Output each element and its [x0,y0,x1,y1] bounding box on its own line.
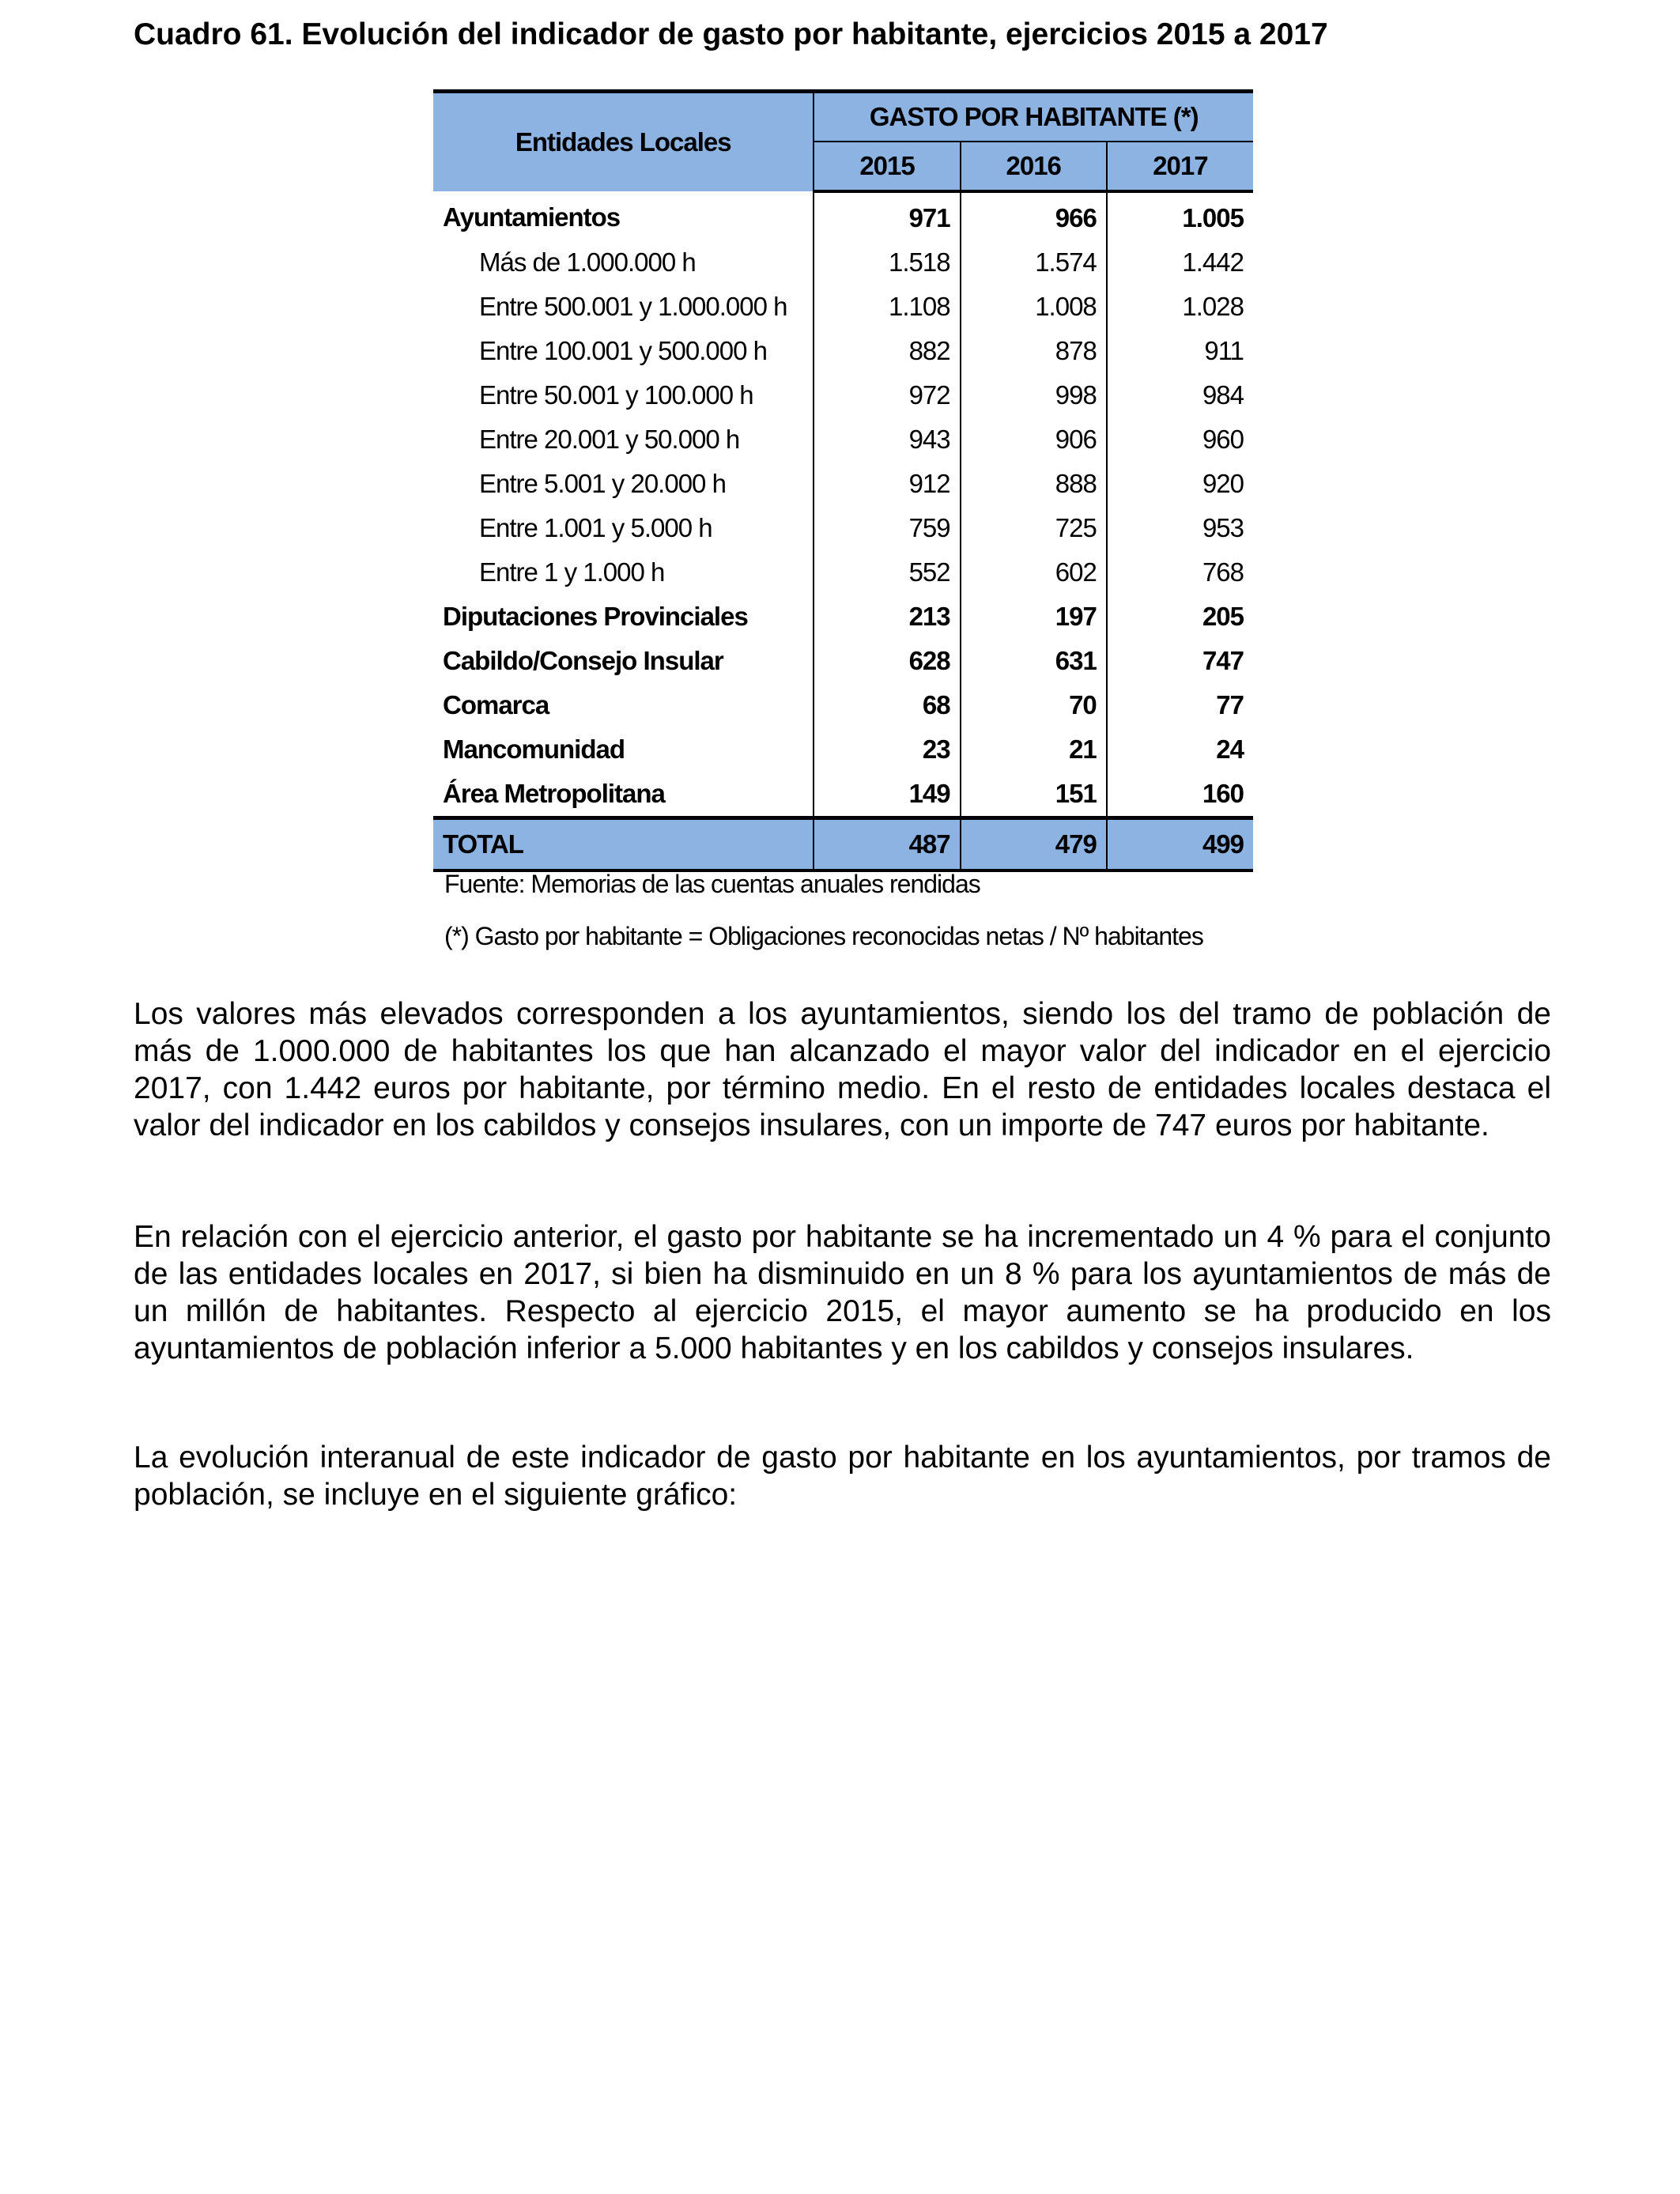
table-source: Fuente: Memorias de las cuentas anuales rendidas [444,870,980,898]
cell-value-2017: 499 [1107,818,1253,871]
paragraph: La evolución interanual de este indicador de gasto por habitante en los ayuntamientos, por tramos de población, se incluye en el siguiente gráfico: [134,1441,1551,1512]
row-label: Entre 1.001 y 5.000 h [433,506,814,550]
cell-value-2016: 888 [961,462,1107,506]
cell-value-2016: 1.008 [961,285,1107,329]
cell-value-2017: 920 [1202,469,1244,498]
paragraph: En relación con el ejercicio anterior, el gasto por habitante se ha incrementado un 4 % para el conjunto de las entidades locales en 2017, si bien ha disminuido en un 8 % para los ayuntamientos de más de un millón de habitantes. Respecto al ejercicio 2015, el mayor aumento se ha producido en los ayuntamientos de población inferior a 5.000 habitantes y en los cabildos y consejos insulares. [134,1220,1551,1365]
cell-value-2015: 213 [814,595,960,639]
cell-value-2015: 552 [814,550,960,595]
cell-value-2016: 479 [961,818,1107,871]
table-row [433,683,1253,727]
table-caption: Cuadro 61. Evolución del indicador de gasto por habitante, ejercicios 2015 a 2017 [134,17,1328,51]
header-entity: Entidades Locales [433,92,814,192]
cell-value-2016: 197 [961,595,1107,639]
cell-value-2017: 953 [1202,513,1244,542]
row-label: Área Metropolitana [433,772,814,818]
cell-value-2017: 160 [1202,779,1244,808]
cell-value-2015: 912 [814,462,960,506]
row-label: Diputaciones Provinciales [433,595,814,639]
cell-value-2016: 21 [961,727,1107,772]
header-year: 2015 [814,142,960,191]
table-row [433,550,1253,595]
cell-value-2015: 882 [814,329,960,373]
row-label: Entre 20.001 y 50.000 h [433,417,814,462]
cell-value-2016: 151 [961,772,1107,818]
table-row [433,329,1253,373]
table-row [433,506,1253,550]
cell-value-2016: 1.574 [961,240,1107,285]
header-year: 2016 [961,142,1107,191]
table-row [433,462,1253,506]
table-note: (*) Gasto por habitante = Obligaciones reconocidas netas / Nº habitantes [444,922,1203,950]
cell-value-2016: 70 [961,683,1107,727]
row-label: Mancomunidad [433,727,814,772]
cell-value-2015: 1.518 [814,240,960,285]
cell-value-2016: 602 [961,550,1107,595]
cell-value-2017: 1.442 [1182,247,1244,277]
cell-value-2015: 487 [814,818,960,871]
header-year: 2017 [1107,142,1253,191]
expense-per-inhabitant-table [433,89,1253,872]
row-label: Entre 100.001 y 500.000 h [433,329,814,373]
cell-value-2017: 1.028 [1182,292,1244,321]
row-label: Comarca [433,683,814,727]
cell-value-2016: 966 [961,191,1107,240]
table-row [433,373,1253,417]
cell-value-2017: 1.005 [1182,203,1244,232]
row-label: Entre 5.001 y 20.000 h [433,462,814,506]
row-label: TOTAL [433,818,814,871]
cell-value-2015: 972 [814,373,960,417]
cell-value-2015: 23 [814,727,960,772]
cell-value-2017: 77 [1216,690,1244,719]
cell-value-2017: 911 [1204,336,1244,365]
cell-value-2017: 768 [1202,557,1244,587]
table-row [433,417,1253,462]
cell-value-2016: 725 [961,506,1107,550]
cell-value-2017: 960 [1202,425,1244,454]
table-row [433,772,1253,818]
cell-value-2015: 149 [814,772,960,818]
cell-value-2015: 1.108 [814,285,960,329]
table-total-row [433,818,1253,871]
cell-value-2016: 878 [961,329,1107,373]
table-row [433,191,1253,240]
table-row [433,727,1253,772]
cell-value-2015: 943 [814,417,960,462]
paragraph: Los valores más elevados corresponden a los ayuntamientos, siendo los del tramo de población de más de 1.000.000 de habitantes los que han alcanzado el mayor valor del indicador en el ejercicio 2017, con 1.442 euros por habitante, por término medio. En el resto de entidades locales destaca el valor del indicador en los cabildos y consejos insulares, con un importe de 747 euros por habitante. [134,997,1551,1142]
cell-value-2017: 24 [1216,734,1244,764]
header-group: GASTO POR HABITANTE (*) [814,92,1253,142]
cell-value-2017: 747 [1202,646,1244,675]
cell-value-2015: 971 [814,191,960,240]
row-label: Más de 1.000.000 h [433,240,814,285]
table-row [433,240,1253,285]
row-label: Entre 1 y 1.000 h [433,550,814,595]
row-label: Ayuntamientos [433,191,814,240]
cell-value-2015: 68 [814,683,960,727]
cell-value-2016: 631 [961,639,1107,683]
table-row [433,639,1253,683]
table-row [433,285,1253,329]
table-row [433,595,1253,639]
cell-value-2016: 998 [961,373,1107,417]
cell-value-2017: 984 [1202,380,1244,410]
data-table [433,89,1253,872]
cell-value-2015: 628 [814,639,960,683]
table-body [433,191,1253,870]
cell-value-2016: 906 [961,417,1107,462]
cell-value-2015: 759 [814,506,960,550]
row-label: Entre 500.001 y 1.000.000 h [433,285,814,329]
row-label: Cabildo/Consejo Insular [433,639,814,683]
row-label: Entre 50.001 y 100.000 h [433,373,814,417]
cell-value-2017: 205 [1202,602,1244,631]
